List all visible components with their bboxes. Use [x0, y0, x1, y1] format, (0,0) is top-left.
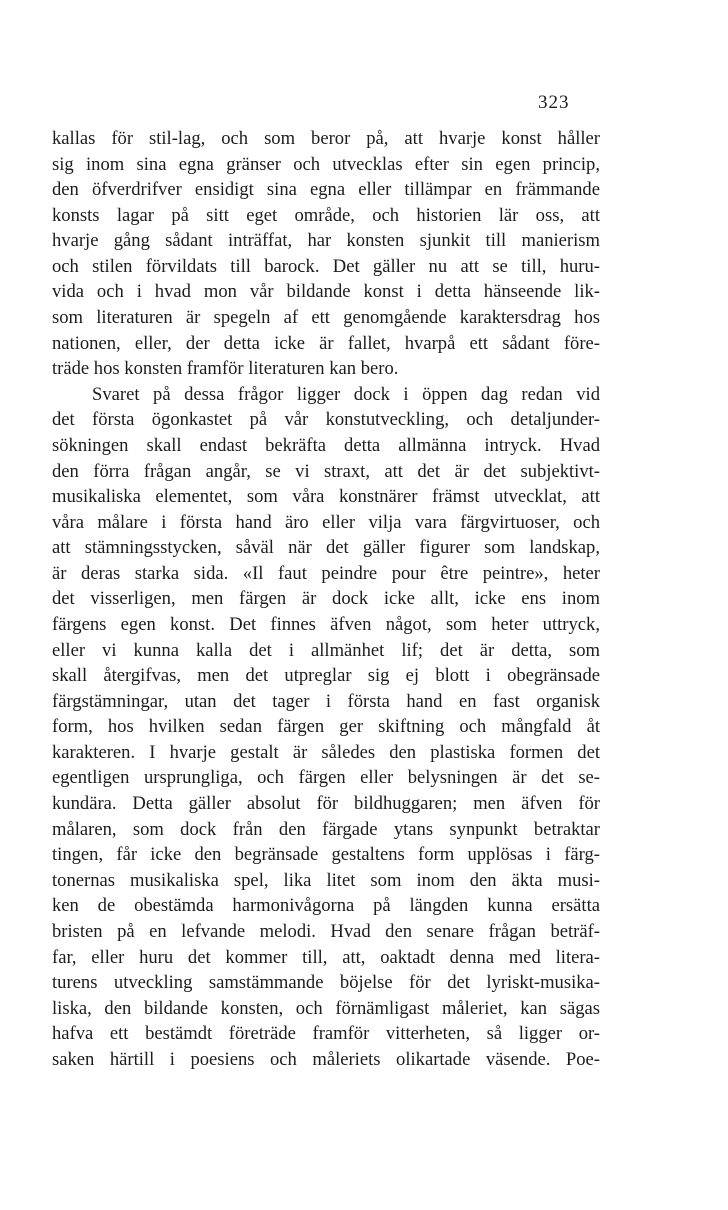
- text-line: målaren, som dock från den färgade ytans synpunkt betraktar: [52, 818, 600, 840]
- text-line: kallas för stil-lag, och som beror på, att hvarje konst håller: [52, 128, 600, 149]
- text-line: turens utveckling samstämmande böjelse för det lyriskt-musika-: [52, 972, 600, 994]
- text-line: och stilen förvildats till barock. Det gäller nu att se till, huru-: [52, 255, 600, 277]
- text-line: ken de obestämda harmonivågorna på längden kunna ersätta: [52, 895, 600, 917]
- text-line: saken härtill i poesiens och måleriets olikartade väsende. Poe-: [52, 1048, 600, 1070]
- text-line: som literaturen är spegeln af ett genomgående karaktersdrag hos: [52, 307, 600, 329]
- text-line: form, hos hvilken sedan färgen ger skiftning och mångfald åt: [52, 716, 600, 738]
- text-line: det visserligen, men färgen är dock icke allt, icke ens inom: [52, 588, 600, 610]
- text-line: hvarje gång sådant inträffat, har konsten sjunkit till manierism: [52, 230, 600, 252]
- text-line: träde hos konsten framför literaturen kan bero.: [52, 358, 399, 380]
- text-line: hafva ett bestämdt företräde framför vitterheten, så ligger or-: [52, 1023, 600, 1045]
- text-line: nationen, eller, der detta icke är fallet, hvarpå ett sådant före-: [52, 332, 600, 354]
- text-line: eller vi kunna kalla det i allmänhet lif; det är detta, som: [52, 639, 600, 661]
- text-line: vida och i hvad mon vår bildande konst i detta hänseende lik-: [52, 281, 600, 303]
- text-line: musikaliska elementet, som våra konstnärer främst utvecklat, att: [52, 486, 600, 508]
- text-line: att stämningsstycken, såväl när det gäller figurer som landskap,: [52, 537, 600, 559]
- body-text: [52, 126, 600, 1072]
- text-line: färgens egen konst. Det finnes äfven något, som heter uttryck,: [52, 613, 600, 635]
- text-line: det första ögonkastet på vår konstutveckling, och detaljunder-: [52, 409, 600, 431]
- text-line: sökningen skall endast bekräfta detta allmänna intryck. Hvad: [52, 434, 600, 456]
- text-line: liska, den bildande konsten, och förnämligast måleriet, kan sägas: [52, 997, 600, 1019]
- page-number: 323: [538, 92, 570, 113]
- text-line: tonernas musikaliska spel, lika litet som inom den äkta musi-: [52, 869, 600, 891]
- text-line: karakteren. I hvarje gestalt är således den plastiska formen det: [52, 741, 600, 763]
- text-line: skall återgifvas, men det utpreglar sig ej blott i obegränsade: [52, 665, 600, 687]
- text-line: bristen på en lefvande melodi. Hvad den senare frågan beträf-: [52, 920, 600, 942]
- text-line: våra målare i första hand äro eller vilja vara färgvirtuoser, och: [52, 511, 600, 533]
- text-line: tingen, får icke den begränsade gestaltens form upplösas i färg-: [52, 844, 600, 866]
- text-line: kundära. Detta gäller absolut för bildhuggaren; men äfven för: [52, 793, 600, 815]
- text-line: den förra frågan angår, se vi straxt, att det är det subjektivt-: [52, 460, 600, 482]
- text-line: den öfverdrifver ensidigt sina egna eller tillämpar en främmande: [52, 179, 600, 201]
- text-line: konsts lagar på sitt eget område, och historien lär oss, att: [52, 204, 600, 226]
- text-line: Svaret på dessa frågor ligger dock i öppen dag redan vid: [92, 383, 600, 405]
- text-line: är deras starka sida. «Il faut peindre pour être peintre», heter: [52, 562, 600, 584]
- text-line: egentligen ursprungliga, och färgen eller belysningen är det se-: [52, 767, 600, 789]
- text-line: färgstämningar, utan det tager i första hand en fast organisk: [52, 690, 600, 712]
- text-line: sig inom sina egna gränser och utvecklas efter sin egen princip,: [52, 153, 600, 175]
- text-line: far, eller huru det kommer till, att, oaktadt denna med litera-: [52, 946, 600, 968]
